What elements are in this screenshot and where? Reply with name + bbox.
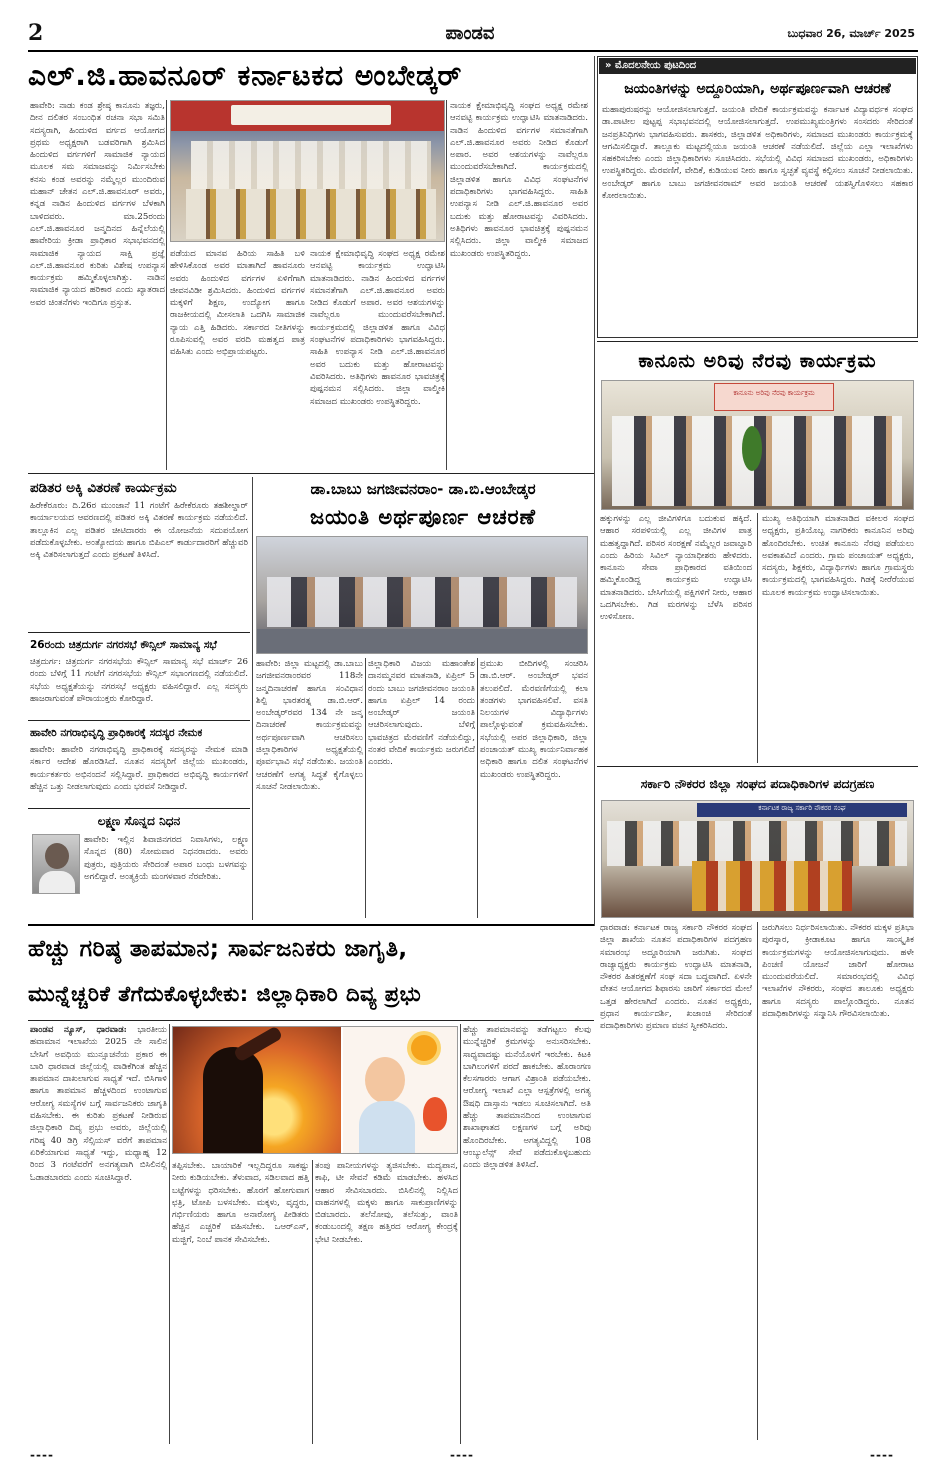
jayanti-col3: ಪ್ರಮುಖ ಬೀದಿಗಳಲ್ಲಿ ಸಂಚರಿಸಿ ಡಾ.ಬಿ.ಆರ್. ಅಂಬೇಡ್ಕರ್ ಭವನ ತಲುಪಲಿದೆ. ಮೆರವಣಿಗೆಯಲ್ಲಿ ಕಲಾ ತಂಡಗಳು ಭಾಗವಹಿಸಲಿವೆ. ವಸತಿ ನಿಲಯಗಳ ವಿದ್ಯಾರ್ಥಿಗಳು ಪಾಲ್ಗೊಳ್ಳುವಂತೆ ಕ್ರಮವಹಿಸಬೇಕು. ಸಭೆಯಲ್ಲಿ ಅಪರ ಜಿಲ್ಲಾಧಿಕಾರಿ, ಜಿಲ್ಲಾ ಪಂಚಾಯತ್ ಮುಖ್ಯ ಕಾರ್ಯನಿರ್ವಾಹಕ ಅಧಿಕಾರಿ ಹಾಗೂ ದಲಿತ ಸಂಘಟನೆಗಳ ಮುಖಂಡರು ಉಪಸ್ಥಿತರಿದ್ದರು.: [480, 659, 588, 780]
jayanti-divider-2: [477, 658, 478, 918]
legal-banner: ಕಾನೂನು ಅರಿವು ನೆರವು ಕಾರ್ಯಕ್ರಮ: [733, 389, 815, 397]
page-divider-right: [594, 56, 595, 926]
masthead-rule: [28, 50, 918, 52]
authority-rule: [28, 808, 250, 809]
heat-headline-1: ಹೆಚ್ಚು ಗರಿಷ್ಠ ತಾಪಮಾನ; ಸಾರ್ವಜನಿಕರು ಜಾಗೃತಿ,: [28, 936, 408, 962]
first-page-headline: ಜಯಂತಿಗಳನ್ನು ಅದ್ದೂರಿಯಾಗಿ, ಅರ್ಥಪೂರ್ಣವಾಗಿ ಆಚರಣೆ: [624, 81, 891, 97]
first-page-body: ಮಹಾಪುರುಷರನ್ನು ಆಯೋಜಿಸಲಾಗುತ್ತದೆ. ಜಯಂತಿ ವೇದಿಕೆ ಕಾರ್ಯಕ್ರಮವನ್ನು ಕರ್ನಾಟಕ ವಿದ್ಯಾವರ್ಧಕ ಸಂಘದ ಡಾ.ಪಾಟೀಲ ಪುಟ್ಟಪ್ಪ ಸಭಾಭವನದಲ್ಲಿ ಆಯೋಜಿಸಲಾಗುತ್ತದೆ. ಉಪಮುಖ್ಯಮಂತ್ರಿಗಳು ಸಂಸದರು ಸೇರಿದಂತೆ ಜನಪ್ರತಿನಿಧಿಗಳು ಭಾಗವಹಿಸುವರು. ಶಾಸಕರು, ಜಿಲ್ಲಾಡಳಿತ ಅಧಿಕಾರಿಗಳು, ಸಮಾಜದ ಮುಖಂಡರು ಕಾರ್ಯಕ್ರಮಕ್ಕೆ ಆಗಮಿಸಲಿದ್ದಾರೆ. ತಾಲ್ಲೂಕು ಮಟ್ಟದಲ್ಲಿಯೂ ಜಯಂತಿ ಆಚರಣೆ ನಡೆಯಲಿದೆ. ಜಿಲ್ಲೆಯ ಎಲ್ಲಾ ಇಲಾಖೆಗಳು ಸಹಕರಿಸಬೇಕು ಎಂದು ಜಿಲ್ಲಾಧಿಕಾರಿಗಳು ಸೂಚಿಸಿದರು. ಸಭೆಯಲ್ಲಿ ವಿವಿಧ ಸಮಾಜದ ಮುಖಂಡರು, ಅಧಿಕಾರಿಗಳು ಉಪಸ್ಥಿತರಿದ್ದರು. ಮೆರವಣಿಗೆ, ವೇದಿಕೆ, ಕುಡಿಯುವ ನೀರು ಹಾಗೂ ಸ್ವಚ್ಛತೆ ವ್ಯವಸ್ಥೆ ಕಲ್ಪಿಸಲು ಸೂಚನೆ ನೀಡಲಾಯಿತು. ಅಂಬೇಡ್ಕರ್ ಹಾಗೂ ಬಾಬು ಜಗಜೀವನರಾಮ್ ಅವರ ಜಯಂತಿ ಆಚರಣೆ ಯಶಸ್ವಿಗೊಳಿಸಲು ಸಹಕಾರ ಕೋರಲಾಯಿತು.: [602, 105, 913, 202]
jayanti-divider-1: [365, 658, 366, 918]
lead-col2: ಪಡೆಯದ ಮಾನವ ಹಿರಿಯ ಸಾಹಿತಿ ಬಳಿ ಹೇಳಿಸಿಕೊಂಡ ಅವರ ಮಾತಾಗಿದೆ ಹಾವನೂರು ಅವರು ಹಿಂದುಳಿದ ವರ್ಗಗಳ ಏಳಿಗೆಗಾಗಿ ಜೀವನವಿಡೀ ಶ್ರಮಿಸಿದರು. ಹಿಂದುಳಿದ ವರ್ಗಗಳ ಮಕ್ಕಳಿಗೆ ಶಿಕ್ಷಣ, ಉದ್ಯೋಗ ಹಾಗೂ ರಾಜಕೀಯದಲ್ಲಿ ಮೀಸಲಾತಿ ಒದಗಿಸಿ ಸಾಮಾಜಿಕ ನ್ಯಾಯ ಎತ್ತಿ ಹಿಡಿದರು. ಸರ್ಕಾರದ ನೀತಿಗಳನ್ನು ರೂಪಿಸುವಲ್ಲಿ ಅವರ ವರದಿ ಮಹತ್ವದ ಪಾತ್ರ ವಹಿಸಿತು ಎಂದು ಅಭಿಪ್ರಾಯಪಟ್ಟರು.: [170, 249, 305, 358]
lead-divider-2: [446, 100, 447, 470]
rice-body: ಹಿರೇಕೆರೂರು: ದಿ.26ರ ಮುಂಜಾನೆ 11 ಗಂಟೆಗೆ ಹಿರೇಕೆರೂರು ತಹಶೀಲ್ದಾರ್ ಕಾರ್ಯಾಲಯದ ಆವರಣದಲ್ಲಿ ಪಡಿತರ ಅಕ್ಕಿ ವಿತರಣೆ ಕಾರ್ಯಕ್ರಮ ನಡೆಯಲಿದೆ. ತಾಲ್ಲೂಕಿನ ಎಲ್ಲ ಪಡಿತರ ಚೀಟಿದಾರರು ಈ ಯೋಜನೆಯ ಸದುಪಯೋಗ ಪಡೆದುಕೊಳ್ಳಬೇಕು. ಅಂತ್ಯೋದಯ ಹಾಗೂ ಬಿಪಿಎಲ್ ಕಾರ್ಡುದಾರರಿಗೆ ಹೆಚ್ಚುವರಿ ಅಕ್ಕಿ ವಿತರಿಸಲಾಗುತ್ತದೆ ಎಂದು ಪ್ರಕಟಣೆ ತಿಳಿಸಿದೆ.: [30, 501, 248, 561]
arrow-icon: »: [605, 60, 615, 71]
lead-divider-1: [166, 100, 167, 470]
employees-col1: ಧಾರವಾಡ: ಕರ್ನಾಟಕ ರಾಜ್ಯ ಸರ್ಕಾರಿ ನೌಕರರ ಸಂಘದ ಜಿಲ್ಲಾ ಶಾಖೆಯ ನೂತನ ಪದಾಧಿಕಾರಿಗಳ ಪದಗ್ರಹಣ ಸಮಾರಂಭ ಅದ್ದೂರಿಯಾಗಿ ಜರುಗಿತು. ಸಂಘದ ರಾಜ್ಯಾಧ್ಯಕ್ಷರು ಕಾರ್ಯಕ್ರಮ ಉದ್ಘಾಟಿಸಿ ಮಾತನಾಡಿ, ನೌಕರರ ಹಿತರಕ್ಷಣೆಗೆ ಸಂಘ ಸದಾ ಬದ್ಧವಾಗಿದೆ. ಏಳನೇ ವೇತನ ಆಯೋಗದ ಶಿಫಾರಸು ಜಾರಿಗೆ ಸರ್ಕಾರದ ಮೇಲೆ ಒತ್ತಡ ಹೇರಲಾಗಿದೆ ಎಂದರು. ನೂತನ ಅಧ್ಯಕ್ಷರು, ಪ್ರಧಾನ ಕಾರ್ಯದರ್ಶಿ, ಖಜಾಂಚಿ ಸೇರಿದಂತೆ ಪದಾಧಿಕಾರಿಗಳು ಪ್ರಮಾಣ ವಚನ ಸ್ವೀಕರಿಸಿದರು.: [600, 923, 752, 1032]
employees-banner: ಕರ್ನಾಟಕ ರಾಜ್ಯ ಸರ್ಕಾರಿ ನೌಕರರ ಸಂಘ: [758, 804, 846, 812]
footer-left: ----: [30, 1448, 54, 1462]
paper-name: ಪಾಂಡವ: [445, 23, 495, 44]
employees-headline: ಸರ್ಕಾರಿ ನೌಕರರ ಜಿಲ್ಲಾ ಸಂಘದ ಪದಾಧಿಕಾರಿಗಳ ಪದಗ್ರಹಣ: [640, 776, 875, 791]
obituary-headline: ಲಕ್ಷ್ಮಣ ಸೊನ್ನದ ನಿಧನ: [97, 814, 181, 828]
fire-icon: [423, 1097, 447, 1131]
heat-col3: ತಂಪು ಪಾನೀಯಗಳನ್ನು ತ್ಯಜಿಸಬೇಕು. ಮದ್ಯಪಾನ, ಕಾಫಿ, ಟೀ ಸೇವನೆ ಕಡಿಮೆ ಮಾಡಬೇಕು. ಹಳಸಿದ ಆಹಾರ ಸೇವಿಸಬಾರದು. ಬಿಸಿಲಿನಲ್ಲಿ ನಿಲ್ಲಿಸಿದ ವಾಹನಗಳಲ್ಲಿ ಮಕ್ಕಳು ಹಾಗೂ ಸಾಕುಪ್ರಾಣಿಗಳನ್ನು ಬಿಡಬಾರದು. ತಲೆನೋವು, ತಲೆಸುತ್ತು, ವಾಂತಿ ಕಂಡುಬಂದಲ್ಲಿ ತಕ್ಷಣ ಹತ್ತಿರದ ಆರೋಗ್ಯ ಕೇಂದ್ರಕ್ಕೆ ಭೇಟಿ ನೀಡಬೇಕು.: [315, 1161, 458, 1245]
jayanti-col2: ಜಿಲ್ಲಾಧಿಕಾರಿ ವಿಜಯ ಮಹಾಂತೇಶ ದಾನಮ್ಮನವರ ಮಾತನಾಡಿ, ಏಪ್ರಿಲ್ 5 ರಂದು ಬಾಬು ಜಗಜೀವನರಾಂ ಜಯಂತಿ ಹಾಗೂ ಏಪ್ರಿಲ್ 14 ರಂದು ಅಂಬೇಡ್ಕರ್ ಜಯಂತಿ ಆಚರಿಸಲಾಗುವುದು. ಬೆಳಿಗ್ಗೆ ಭಾವಚಿತ್ರದ ಮೆರವಣಿಗೆ ನಡೆಯಲಿದ್ದು, ನಂತರ ವೇದಿಕೆ ಕಾರ್ಯಕ್ರಮ ಜರುಗಲಿದೆ ಎಂದರು.: [368, 659, 475, 768]
legal-top-rule: [597, 341, 918, 342]
legal-divider: [757, 513, 758, 763]
lead-col4: ನಾಯಕ ಕ್ಷೇಮಾಭಿವೃದ್ಧಿ ಸಂಘದ ಅಧ್ಯಕ್ಷ ರಮೇಶ ಆನವಟ್ಟಿ ಕಾರ್ಯಕ್ರಮ ಉದ್ಘಾಟಿಸಿ ಮಾತನಾಡಿದರು. ನಾಡಿನ ಹಿಂದುಳಿದ ವರ್ಗಗಳ ಸಮಾನತೆಗಾಗಿ ಎಲ್.ಜಿ.ಹಾವನೂರ ಅವರು ನೀಡಿದ ಕೊಡುಗೆ ಅಪಾರ. ಅವರ ಆಶಯಗಳನ್ನು ನಾವೆಲ್ಲರೂ ಮುಂದುವರೆಸಬೇಕಾಗಿದೆ. ಕಾರ್ಯಕ್ರಮದಲ್ಲಿ ಜಿಲ್ಲಾಡಳಿತ ಹಾಗೂ ವಿವಿಧ ಸಂಘಟನೆಗಳ ಪದಾಧಿಕಾರಿಗಳು ಭಾಗವಹಿಸಿದ್ದರು. ಸಾಹಿತಿ ಉಪನ್ಯಾಸ ನೀಡಿ ಎಲ್.ಜಿ.ಹಾವನೂರ ಅವರ ಬದುಕು ಮತ್ತು ಹೋರಾಟವನ್ನು ವಿವರಿಸಿದರು. ಅತಿಥಿಗಳು ಹಾವನೂರ ಭಾವಚಿತ್ರಕ್ಕೆ ಪುಷ್ಪನಮನ ಸಲ್ಲಿಸಿದರು. ಜಿಲ್ಲಾ ವಾಲ್ಮೀಕಿ ಸಮಾಜದ ಮುಖಂಡರು ಉಪಸ್ಥಿತರಿದ್ದರು.: [450, 101, 588, 259]
lead-bottom-rule: [28, 473, 594, 474]
heat-photo: [172, 1026, 458, 1154]
obituary-photo: [32, 834, 80, 894]
footer-center: ----: [450, 1448, 474, 1462]
employees-top-rule: [597, 766, 918, 767]
heat-divider-1: [169, 1024, 170, 1444]
heat-byline: ಪಾಂಡವ ನ್ಯೂಸ್, ಧಾರವಾಡ:: [30, 1025, 127, 1035]
heat-col4: ಹೆಚ್ಚು ತಾಪಮಾನವನ್ನು ತಡೆಗಟ್ಟಲು ಕೆಲವು ಮುನ್ನೆಚ್ಚರಿಕೆ ಕ್ರಮಗಳನ್ನು ಅನುಸರಿಸಬೇಕು. ಸಾಧ್ಯವಾದಷ್ಟು ಮನೆಯೊಳಗೆ ಇರಬೇಕು. ಕಿಟಕಿ ಬಾಗಿಲುಗಳಿಗೆ ಪರದೆ ಹಾಕಬೇಕು. ಹೊರಾಂಗಣ ಕೆಲಸಗಾರರು ಆಗಾಗ ವಿಶ್ರಾಂತಿ ಪಡೆಯಬೇಕು. ಆರೋಗ್ಯ ಇಲಾಖೆ ಎಲ್ಲಾ ಆಸ್ಪತ್ರೆಗಳಲ್ಲಿ ಅಗತ್ಯ ಔಷಧಿ ದಾಸ್ತಾನು ಇಡಲು ಸೂಚಿಸಲಾಗಿದೆ. ಅತಿ ಹೆಚ್ಚು ತಾಪಮಾನದಿಂದ ಉಂಟಾಗುವ ಶಾಖಾಘಾತದ ಲಕ್ಷಣಗಳ ಬಗ್ಗೆ ಅರಿವು ಹೊಂದಿರಬೇಕು. ಅಗತ್ಯವಿದ್ದಲ್ಲಿ 108 ಆಂಬ್ಯುಲೆನ್ಸ್ ಸೇವೆ ಪಡೆದುಕೊಳ್ಳಬಹುದು ಎಂದು ಜಿಲ್ಲಾಡಳಿತ ತಿಳಿಸಿದೆ.: [463, 1025, 591, 1171]
heat-top-rule: [28, 924, 594, 926]
rice-headline: ಪಡಿತರ ಅಕ್ಕಿ ವಿತರಣೆ ಕಾರ್ಯಕ್ರಮ: [30, 480, 177, 496]
legal-headline: ಕಾನೂನು ಅರಿವು ನೆರವು ಕಾರ್ಯಕ್ರಮ: [638, 350, 877, 372]
authority-headline: ಹಾವೇರಿ ನಗರಾಭಿವೃದ್ಧಿ ಪ್ರಾಧಿಕಾರಕ್ಕೆ ಸದಸ್ಯರ ನೇಮಕ: [30, 727, 203, 739]
legal-col1: ಹಕ್ಕುಗಳನ್ನು ಎಲ್ಲ ಜೀವಿಗಳಿಗೂ ಬದುಕುವ ಹಕ್ಕಿದೆ. ಆಹಾರ ಸರಪಳಿಯಲ್ಲಿ ಎಲ್ಲ ಜೀವಿಗಳ ಪಾತ್ರ ಮಹತ್ವದ್ದಾಗಿದೆ. ಪರಿಸರ ಸಂರಕ್ಷಣೆ ನಮ್ಮೆಲ್ಲರ ಜವಾಬ್ದಾರಿ ಎಂದು ಹಿರಿಯ ಸಿವಿಲ್ ನ್ಯಾಯಾಧೀಶರು ಹೇಳಿದರು. ಕಾನೂನು ಸೇವಾ ಪ್ರಾಧಿಕಾರದ ವತಿಯಿಂದ ಹಮ್ಮಿಕೊಂಡಿದ್ದ ಕಾರ್ಯಕ್ರಮ ಉದ್ಘಾಟಿಸಿ ಮಾತನಾಡಿದರು. ಬೇಸಿಗೆಯಲ್ಲಿ ಪಕ್ಷಿಗಳಿಗೆ ನೀರು, ಆಹಾರ ಒದಗಿಸಬೇಕು. ಗಿಡ ಮರಗಳನ್ನು ಬೆಳೆಸಿ ಪರಿಸರ ಉಳಿಸೋಣ.: [600, 514, 752, 623]
employees-divider: [757, 922, 758, 1440]
authority-body: ಹಾವೇರಿ: ಹಾವೇರಿ ನಗರಾಭಿವೃದ್ಧಿ ಪ್ರಾಧಿಕಾರಕ್ಕೆ ಸದಸ್ಯರನ್ನು ನೇಮಕ ಮಾಡಿ ಸರ್ಕಾರ ಆದೇಶ ಹೊರಡಿಸಿದೆ. ನೂತನ ಸದಸ್ಯರಿಗೆ ಜಿಲ್ಲೆಯ ಮುಖಂಡರು, ಕಾರ್ಯಕರ್ತರು ಅಭಿನಂದನೆ ಸಲ್ಲಿಸಿದ್ದಾರೆ. ಪ್ರಾಧಿಕಾರದ ಅಭಿವೃದ್ಧಿ ಕಾರ್ಯಗಳಿಗೆ ಹೆಚ್ಚಿನ ಒತ್ತು ನೀಡಲಾಗುವುದು ಎಂದು ಭರವಸೆ ನೀಡಿದ್ದಾರೆ.: [30, 745, 248, 792]
jayanti-col1: ಹಾವೇರಿ: ಜಿಲ್ಲಾ ಮಟ್ಟದಲ್ಲಿ ಡಾ.ಬಾಬು ಜಗಜೀವನರಾಂರವರ 118ನೇ ಜನ್ಮದಿನಾಚರಣೆ ಹಾಗೂ ಸಂವಿಧಾನ ಶಿಲ್ಪಿ ಭಾರತರತ್ನ ಡಾ.ಬಿ.ಆರ್. ಅಂಬೇಡ್ಕರ್‌ರವರ 134 ನೇ ಜನ್ಮ ದಿನಾಚರಣೆ ಕಾರ್ಯಕ್ರಮವನ್ನು ಅರ್ಥಪೂರ್ಣವಾಗಿ ಆಚರಿಸಲು ಜಿಲ್ಲಾಧಿಕಾರಿಗಳ ಅಧ್ಯಕ್ಷತೆಯಲ್ಲಿ ಪೂರ್ವಭಾವಿ ಸಭೆ ನಡೆಯಿತು. ಜಯಂತಿ ಆಚರಣೆಗೆ ಅಗತ್ಯ ಸಿದ್ಧತೆ ಕೈಗೊಳ್ಳಲು ಸೂಚನೆ ನೀಡಲಾಯಿತು.: [256, 659, 363, 792]
obituary-body: ಹಾವೇರಿ: ಇಲ್ಲಿನ ಶಿವಾಜಿನಗರದ ನಿವಾಸಿಗಳು, ಲಕ್ಷ್ಮಣ ಸೊನ್ನದ (80) ಸೋಮವಾರ ನಿಧನರಾದರು. ಅವರು ಪುತ್ರರು, ಪುತ್ರಿಯರು ಸೇರಿದಂತೆ ಅಪಾರ ಬಂಧು ಬಳಗವನ್ನು ಅಗಲಿದ್ದಾರೆ. ಅಂತ್ಯಕ್ರಿಯೆ ಮಂಗಳವಾರ ನೆರವೇರಿತು.: [84, 835, 248, 882]
council-body: ಚಿತ್ರದುರ್ಗ: ಚಿತ್ರದುರ್ಗ ನಗರಸಭೆಯ ಕೌನ್ಸಿಲ್ ಸಾಮಾನ್ಯ ಸಭೆ ಮಾರ್ಚ್ 26 ರಂದು ಬೆಳಿಗ್ಗೆ 11 ಗಂಟೆಗೆ ನಗರಸಭೆಯ ಕೌನ್ಸಿಲ್ ಸಭಾಂಗಣದಲ್ಲಿ ನಡೆಯಲಿದೆ. ಸಭೆಯ ಅಧ್ಯಕ್ಷತೆಯನ್ನು ನಗರಸಭೆ ಅಧ್ಯಕ್ಷರು ವಹಿಸಲಿದ್ದಾರೆ. ಎಲ್ಲ ಸದಸ್ಯರು ಹಾಜರಾಗುವಂತೆ ಪೌರಾಯುಕ್ತರು ಕೋರಿದ್ದಾರೆ.: [30, 657, 248, 704]
footer-right: ----: [870, 1448, 894, 1462]
legal-photo: [601, 380, 914, 510]
heat-col1: ಪಾಂಡವ ನ್ಯೂಸ್, ಧಾರವಾಡ: ಭಾರತೀಯ ಹವಾಮಾನ ಇಲಾಖೆಯ 2025 ನೇ ಸಾಲಿನ ಬೇಸಿಗೆ ಅವಧಿಯ ಮುನ್ಸೂಚನೆಯ ಪ್ರಕಾರ ಈ ಬಾರಿ ಧಾರವಾಡ ಜಿಲ್ಲೆಯಲ್ಲಿ ವಾಡಿಕೆಗಿಂತ ಹೆಚ್ಚಿನ ತಾಪಮಾನ ದಾಖಲಾಗುವ ಸಾಧ್ಯತೆ ಇದೆ. ಬಿಸಿಗಾಳಿ ಹಾಗೂ ತಾಪಮಾನ ಹೆಚ್ಚಳದಿಂದ ಉಂಟಾಗುವ ಆರೋಗ್ಯ ಸಮಸ್ಯೆಗಳ ಬಗ್ಗೆ ಸಾರ್ವಜನಿಕರು ಜಾಗೃತಿ ವಹಿಸಬೇಕು. ಈ ಕುರಿತು ಪ್ರಕಟಣೆ ನೀಡಿರುವ ಜಿಲ್ಲಾಧಿಕಾರಿ ದಿವ್ಯ ಪ್ರಭು ಅವರು, ಜಿಲ್ಲೆಯಲ್ಲಿ ಗರಿಷ್ಠ 40 ಡಿಗ್ರಿ ಸೆಲ್ಸಿಯಸ್ ವರೆಗೆ ತಾಪಮಾನ ಏರಿಕೆಯಾಗುವ ಸಾಧ್ಯತೆ ಇದ್ದು, ಮಧ್ಯಾಹ್ನ 12 ರಿಂದ 3 ಗಂಟೆವರೆಗೆ ಅನಗತ್ಯವಾಗಿ ಬಿಸಿಲಿನಲ್ಲಿ ಓಡಾಡಬಾರದು ಎಂದು ಸೂಚಿಸಿದ್ದಾರೆ.: [30, 1025, 167, 1183]
date-line: ಬುಧವಾರ 26, ಮಾರ್ಚ್ 2025: [787, 27, 915, 40]
employees-photo: [601, 800, 914, 918]
lead-col1: ಹಾವೇರಿ: ನಾಡು ಕಂಡ ಶ್ರೇಷ್ಠ ಕಾನೂನು ತಜ್ಞರು, ದೀನ ದಲಿತರ ಸಂಬಂಧಿತ ರಚನಾ ಸಭಾ ಸಮಿತಿ ಸದಸ್ಯರಾಗಿ, ಹಿಂದುಳಿದ ವರ್ಗದ ಆಯೋಗದ ಪ್ರಥಮ ಅಧ್ಯಕ್ಷರಾಗಿ ಬಡವರಿಗಾಗಿ ಶ್ರಮಿಸಿದ ಹಿಂದುಳಿದ ವರ್ಗಗಳಿಗೆ ಸಾಮಾಜಿಕ ನ್ಯಾಯದ ಮೂಲಕ ಸಮ ಸಮಾಜವನ್ನು ನಿರ್ಮಿಸಬೇಕು ಕನಸು ಕಂಡ ಅವರನ್ನು ನಮ್ಮೆಲ್ಲರ ಮುಂದಿರುವ ಮಹಾನ್ ಚೇತನ ಎಲ್.ಜಿ.ಹಾವನೂರ್ ಅವರು, ಕನ್ನಡ ನಾಡಿನ ಹಿಂದುಳಿದ ವರ್ಗಗಳ ಬೆಳಕಾಗಿ ಬಾಳಿದವರು. ಮಾ.25ರಂದು ಎಲ್.ಜಿ.ಹಾವನೂರ ಜನ್ಮದಿನದ ಹಿನ್ನೆಲೆಯಲ್ಲಿ ಹಾವೇರಿಯ ಕ್ರೀಡಾ ಪ್ರಾಧಿಕಾರ ಸಭಾಭವನದಲ್ಲಿ ಸಾಮಾಜಿಕ ನ್ಯಾಯದ ಸಾಕ್ಷಿ ಪ್ರಜ್ಞೆ ಎಲ್.ಜಿ.ಹಾವನೂರ ಕುರಿತು ವಿಶೇಷ ಉಪನ್ಯಾಸ ಕಾರ್ಯಕ್ರಮ ಹಮ್ಮಿಕೊಳ್ಳಲಾಗಿತ್ತು. ನಾಡಿನ ಸಾಮಾಜಿಕ ನ್ಯಾಯದ ಹರಿಕಾರ ಎಂದು ಖ್ಯಾತರಾದ ಅವರ ಚಿಂತನೆಗಳು ಇಂದಿಗೂ ಪ್ರಸ್ತುತ.: [30, 101, 165, 308]
employees-col2: ಜರುಗಿಸಲು ನಿರ್ಧರಿಸಲಾಯಿತು. ನೌಕರರ ಮಕ್ಕಳ ಪ್ರತಿಭಾ ಪುರಸ್ಕಾರ, ಕ್ರೀಡಾಕೂಟ ಹಾಗೂ ಸಾಂಸ್ಕೃತಿಕ ಕಾರ್ಯಕ್ರಮಗಳನ್ನು ಆಯೋಜಿಸಲಾಗುವುದು. ಹಳೇ ಪಿಂಚಣಿ ಯೋಜನೆ ಜಾರಿಗೆ ಹೋರಾಟ ಮುಂದುವರೆಯಲಿದೆ. ಸಮಾರಂಭದಲ್ಲಿ ವಿವಿಧ ಇಲಾಖೆಗಳ ನೌಕರರು, ಸಂಘದ ತಾಲೂಕು ಅಧ್ಯಕ್ಷರು ಹಾಗೂ ಸದಸ್ಯರು ಪಾಲ್ಗೊಂಡಿದ್ದರು. ನೂತನ ಪದಾಧಿಕಾರಿಗಳನ್ನು ಸನ್ಮಾನಿಸಿ ಗೌರವಿಸಲಾಯಿತು.: [762, 923, 914, 1020]
left-mid-divider: [252, 477, 253, 920]
page-number: 2: [28, 20, 44, 46]
jayanti-headline-2: ಜಯಂತಿ ಅರ್ಥಪೂರ್ಣ ಆಚರಣೆ: [310, 505, 536, 529]
heat-headline-2: ಮುನ್ನೆಚ್ಚರಿಕೆ ತೆಗೆದುಕೊಳ್ಳಬೇಕು: ಜಿಲ್ಲಾಧಿಕಾರಿ ದಿವ್ಯ ಪ್ರಭು: [28, 982, 422, 1006]
lead-photo: [170, 100, 445, 242]
heat-divider-3: [460, 1024, 461, 1444]
heat-divider-2: [312, 1160, 313, 1444]
first-page-kicker: » ಮೊದಲನೇಯ ಪುಟದಿಂದ: [599, 58, 916, 74]
council-headline: 26ರಂದು ಚಿತ್ರದುರ್ಗ ನಗರಸಭೆ ಕೌನ್ಸಿಲ್ ಸಾಮಾನ್ಯ ಸಭೆ: [30, 639, 217, 651]
jayanti-headline-1: ಡಾ.ಬಾಬು ಜಗಜೀವನರಾಂ- ಡಾ.ಬಿ.ಆಂಬೇಡ್ಕರ: [310, 480, 536, 498]
council-rule: [28, 720, 250, 721]
legal-col2: ಮುಖ್ಯ ಅತಿಥಿಯಾಗಿ ಮಾತನಾಡಿದ ವಕೀಲರ ಸಂಘದ ಅಧ್ಯಕ್ಷರು, ಪ್ರತಿಯೊಬ್ಬ ನಾಗರಿಕರು ಕಾನೂನಿನ ಅರಿವು ಹೊಂದಿರಬೇಕು. ಉಚಿತ ಕಾನೂನು ನೆರವು ಪಡೆಯಲು ಅವಕಾಶವಿದೆ ಎಂದರು. ಗ್ರಾಮ ಪಂಚಾಯತ್ ಅಧ್ಯಕ್ಷರು, ಸದಸ್ಯರು, ಶಿಕ್ಷಕರು, ವಿದ್ಯಾರ್ಥಿಗಳು ಹಾಗೂ ಗ್ರಾಮಸ್ಥರು ಕಾರ್ಯಕ್ರಮದಲ್ಲಿ ಭಾಗವಹಿಸಿದ್ದರು. ಗಿಡಕ್ಕೆ ನೀರೆರೆಯುವ ಮೂಲಕ ಕಾರ್ಯಕ್ರಮ ಉದ್ಘಾಟಿಸಲಾಯಿತು.: [762, 514, 914, 598]
lead-col3: ನಾಯಕ ಕ್ಷೇಮಾಭಿವೃದ್ಧಿ ಸಂಘದ ಅಧ್ಯಕ್ಷ ರಮೇಶ ಆನವಟ್ಟಿ ಕಾರ್ಯಕ್ರಮ ಉದ್ಘಾಟಿಸಿ ಮಾತನಾಡಿದರು. ನಾಡಿನ ಹಿಂದುಳಿದ ವರ್ಗಗಳ ಸಮಾನತೆಗಾಗಿ ಎಲ್.ಜಿ.ಹಾವನೂರ ಅವರು ನೀಡಿದ ಕೊಡುಗೆ ಅಪಾರ. ಅವರ ಆಶಯಗಳನ್ನು ನಾವೆಲ್ಲರೂ ಮುಂದುವರೆಸಬೇಕಾಗಿದೆ. ಕಾರ್ಯಕ್ರಮದಲ್ಲಿ ಜಿಲ್ಲಾಡಳಿತ ಹಾಗೂ ವಿವಿಧ ಸಂಘಟನೆಗಳ ಪದಾಧಿಕಾರಿಗಳು ಭಾಗವಹಿಸಿದ್ದರು. ಸಾಹಿತಿ ಉಪನ್ಯಾಸ ನೀಡಿ ಎಲ್.ಜಿ.ಹಾವನೂರ ಅವರ ಬದುಕು ಮತ್ತು ಹೋರಾಟವನ್ನು ವಿವರಿಸಿದರು. ಅತಿಥಿಗಳು ಹಾವನೂರ ಭಾವಚಿತ್ರಕ್ಕೆ ಪುಷ್ಪನಮನ ಸಲ್ಲಿಸಿದರು. ಜಿಲ್ಲಾ ವಾಲ್ಮೀಕಿ ಸಮಾಜದ ಮುಖಂಡರು ಉಪಸ್ಥಿತರಿದ್ದರು.: [310, 249, 445, 407]
lead-headline: ಎಲ್.ಜಿ.ಹಾವನೂರ್ ಕರ್ನಾಟಕದ ಅಂಬೇಡ್ಕರ್: [28, 59, 463, 92]
sun-icon: [411, 1035, 437, 1061]
jayanti-photo: [256, 536, 588, 654]
heat-col2: ತಪ್ಪಿಸಬೇಕು. ಬಾಯಾರಿಕೆ ಇಲ್ಲದಿದ್ದರೂ ಸಾಕಷ್ಟು ನೀರು ಕುಡಿಯಬೇಕು. ತೆಳುವಾದ, ಸಡಿಲವಾದ ಹತ್ತಿ ಬಟ್ಟೆಗಳನ್ನು ಧರಿಸಬೇಕು. ಹೊರಗೆ ಹೋಗುವಾಗ ಛತ್ರಿ, ಟೋಪಿ ಬಳಸಬೇಕು. ಮಕ್ಕಳು, ವೃದ್ಧರು, ಗರ್ಭಿಣಿಯರು ಹಾಗೂ ಅನಾರೋಗ್ಯ ಪೀಡಿತರು ಹೆಚ್ಚಿನ ಎಚ್ಚರಿಕೆ ವಹಿಸಬೇಕು. ಒಆರ್‌ಎಸ್, ಮಜ್ಜಿಗೆ, ನಿಂಬೆ ಪಾನಕ ಸೇವಿಸಬೇಕು.: [172, 1161, 309, 1245]
rice-rule: [28, 632, 250, 633]
heat-head-rule: [28, 1020, 594, 1021]
